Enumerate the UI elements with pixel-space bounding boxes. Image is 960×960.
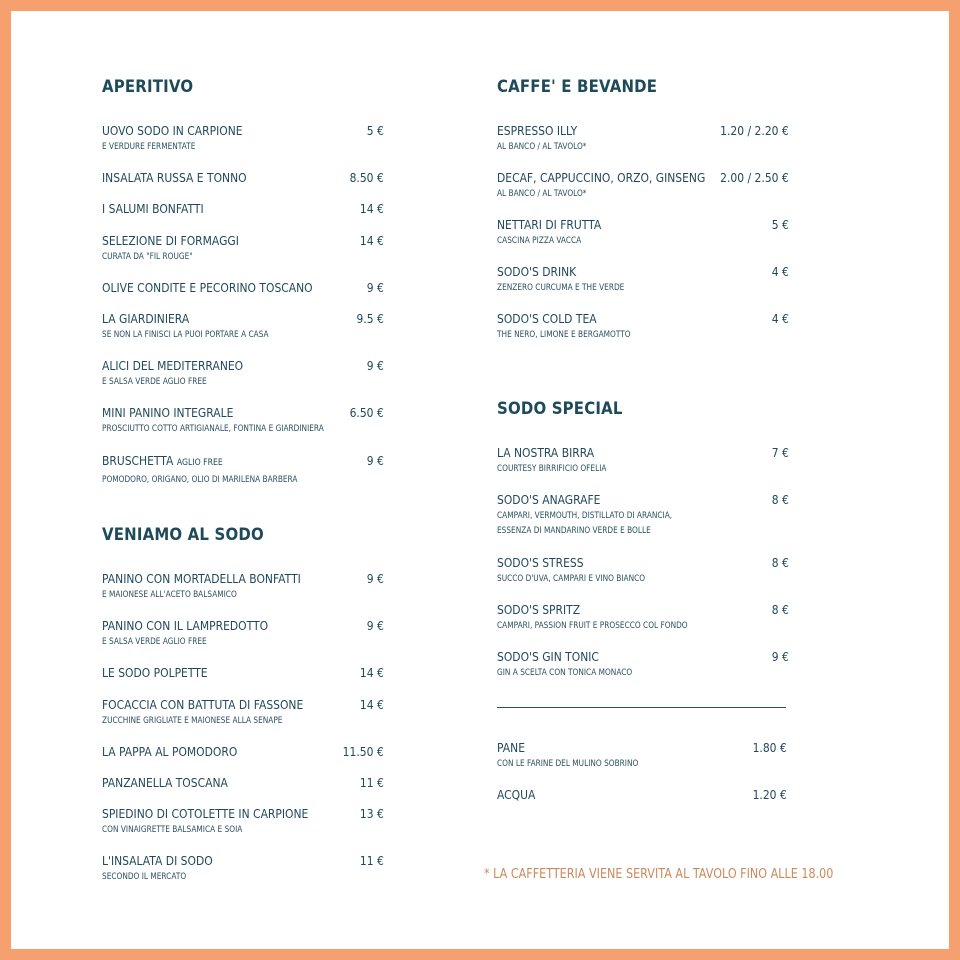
menu-item [497,740,787,772]
item-description: E SALSA VERDE AGLIO FREE [102,637,207,647]
item-name: PANE [497,740,525,755]
item-description: GIN A SCELTA CON TONICA MONACO [497,668,633,678]
item-price: 2.00 / 2.50 € [720,170,789,185]
item-description: SE NON LA FINISCI LA PUOI PORTARE A CASA [102,330,269,340]
item-price: 13 € [360,806,384,821]
item-description: AL BANCO / AL TAVOLO* [497,142,587,152]
item-description: E SALSA VERDE AGLIO FREE [102,377,207,387]
item-description: E VERDURE FERMENTATE [102,142,196,152]
item-price: 9.5 € [356,311,384,326]
item-name: SPIEDINO DI COTOLETTE IN CARPIONE [102,806,309,821]
section-title-sodo-special: SODO SPECIAL [497,399,623,419]
item-tag: AGLIO FREE [176,458,223,468]
item-price: 4 € [771,311,789,326]
item-name: ESPRESSO ILLY [497,123,578,138]
item-name: DECAF, CAPPUCCINO, ORZO, GINSENG [497,170,706,185]
menu-item [497,311,789,343]
menu-item [102,233,384,265]
item-description: POMODORO, ORIGANO, OLIO DI MARILENA BARBERA [102,475,298,485]
menu-item [102,405,384,437]
section-title-veniamo-al-sodo: VENIAMO AL SODO [102,525,264,545]
menu-item [497,602,789,634]
item-name: INSALATA RUSSA E TONNO [102,170,247,185]
item-name: ACQUA [497,787,536,802]
item-description: AL BANCO / AL TAVOLO* [497,189,587,199]
item-price: 6.50 € [349,405,384,420]
item-name: PANINO CON MORTADELLA BONFATTI [102,571,301,586]
item-name: ALICI DEL MEDITERRANEO [102,358,244,373]
item-name: I SALUMI BONFATTI [102,201,204,216]
item-price: 8 € [771,602,789,617]
item-name-wrap [102,453,345,471]
item-name: MINI PANINO INTEGRALE [102,405,234,420]
item-name: NETTARI DI FRUTTA [497,217,602,232]
menu-item [102,665,384,680]
menu-item [497,445,789,477]
item-name: SODO'S SPRITZ [497,602,581,617]
menu-item [497,170,789,202]
menu-item [102,170,384,185]
item-price: 8 € [771,555,789,570]
item-description: CAMPARI, PASSION FRUIT E PROSECCO COL FONDO [497,621,688,631]
item-price: 4 € [771,264,789,279]
item-description: CON VINAIGRETTE BALSAMICA E SOIA [102,825,243,835]
item-price: 9 € [366,280,384,295]
item-name: LA NOSTRA BIRRA [497,445,595,460]
menu-item [102,618,384,650]
menu-item [102,571,384,603]
menu-item [497,264,789,296]
item-name: SODO'S STRESS [497,555,584,570]
menu-item [102,311,384,343]
item-price: 1.80 € [752,740,787,755]
item-description: CASCINA PIZZA VACCA [497,236,582,246]
menu-item [102,853,384,885]
menu-item [497,123,789,155]
item-price: 9 € [771,649,789,664]
item-name: UOVO SODO IN CARPIONE [102,123,243,138]
item-description: SECONDO IL MERCATO [102,872,187,882]
footnote: * LA CAFFETTERIA VIENE SERVITA AL TAVOLO FINO ALLE 18.00 [484,867,834,882]
menu-item [102,744,384,759]
item-price: 11 € [360,853,384,868]
item-name: L'INSALATA DI SODO [102,853,213,868]
item-price: 7 € [771,445,789,460]
item-name: PANZANELLA TOSCANA [102,775,228,790]
item-price: 11 € [360,775,384,790]
item-name: BRUSCHETTA [102,453,174,468]
menu-item [102,358,384,390]
item-name: SODO'S GIN TONIC [497,649,599,664]
item-price: 9 € [366,618,384,633]
item-price: 5 € [771,217,789,232]
divider-line [497,707,786,708]
item-description: THE NERO, LIMONE E BERGAMOTTO [497,330,631,340]
item-name: SODO'S COLD TEA [497,311,597,326]
item-price: 8 € [771,492,789,507]
item-price: 8.50 € [349,170,384,185]
item-description: SUCCO D'UVA, CAMPARI E VINO BIANCO [497,574,646,584]
item-price: 9 € [366,358,384,373]
menu-item [497,787,787,802]
item-description: COURTESY BIRRIFICIO OFELIA [497,464,607,474]
menu-item [102,123,384,155]
menu-item [102,775,384,790]
item-price: 11.50 € [342,744,384,759]
item-price: 5 € [366,123,384,138]
item-name: PANINO CON IL LAMPREDOTTO [102,618,269,633]
item-price: 14 € [360,697,384,712]
item-price: 14 € [360,665,384,680]
item-price: 9 € [366,453,384,468]
item-price: 14 € [360,201,384,216]
item-description: CON LE FARINE DEL MULINO SOBRINO [497,759,639,769]
item-price: 1.20 € [752,787,787,802]
item-name: OLIVE CONDITE E PECORINO TOSCANO [102,280,313,295]
item-description: ZENZERO CURCUMA E THE VERDE [497,283,625,293]
item-description: PROSCIUTTO COTTO ARTIGIANALE, FONTINA E GIARDINIERA [102,424,324,434]
menu-item [497,649,789,681]
item-description: E MAIONESE ALL'ACETO BALSAMICO [102,590,237,600]
item-name: SELEZIONE DI FORMAGGI [102,233,239,248]
item-name: LE SODO POLPETTE [102,665,208,680]
menu-page [11,11,949,949]
menu-item [102,806,384,838]
menu-item [102,280,384,295]
item-description: CAMPARI, VERMOUTH, DISTILLATO DI ARANCIA, [497,511,673,521]
item-name: SODO'S DRINK [497,264,577,279]
item-price: 14 € [360,233,384,248]
item-price: 9 € [366,571,384,586]
item-description: ZUCCHINE GRIGLIATE E MAIONESE ALLA SENAPE [102,716,283,726]
item-name: SODO'S ANAGRAFE [497,492,601,507]
section-title-aperitivo: APERITIVO [102,77,194,97]
item-name: LA PAPPA AL POMODORO [102,744,238,759]
item-price: 1.20 / 2.20 € [720,123,789,138]
item-name: FOCACCIA CON BATTUTA DI FASSONE [102,697,304,712]
menu-item [497,555,789,587]
menu-item [102,453,384,488]
item-description-line-2: ESSENZA DI MANDARINO VERDE E BOLLE [497,526,651,536]
item-name: LA GIARDINIERA [102,311,190,326]
menu-item [102,697,384,729]
item-description: CURATA DA "FIL ROUGE" [102,252,193,262]
menu-item [497,492,789,539]
menu-item [497,217,789,249]
menu-item [102,201,384,216]
section-title-caffe-e-bevande: CAFFE' E BEVANDE [497,77,658,97]
